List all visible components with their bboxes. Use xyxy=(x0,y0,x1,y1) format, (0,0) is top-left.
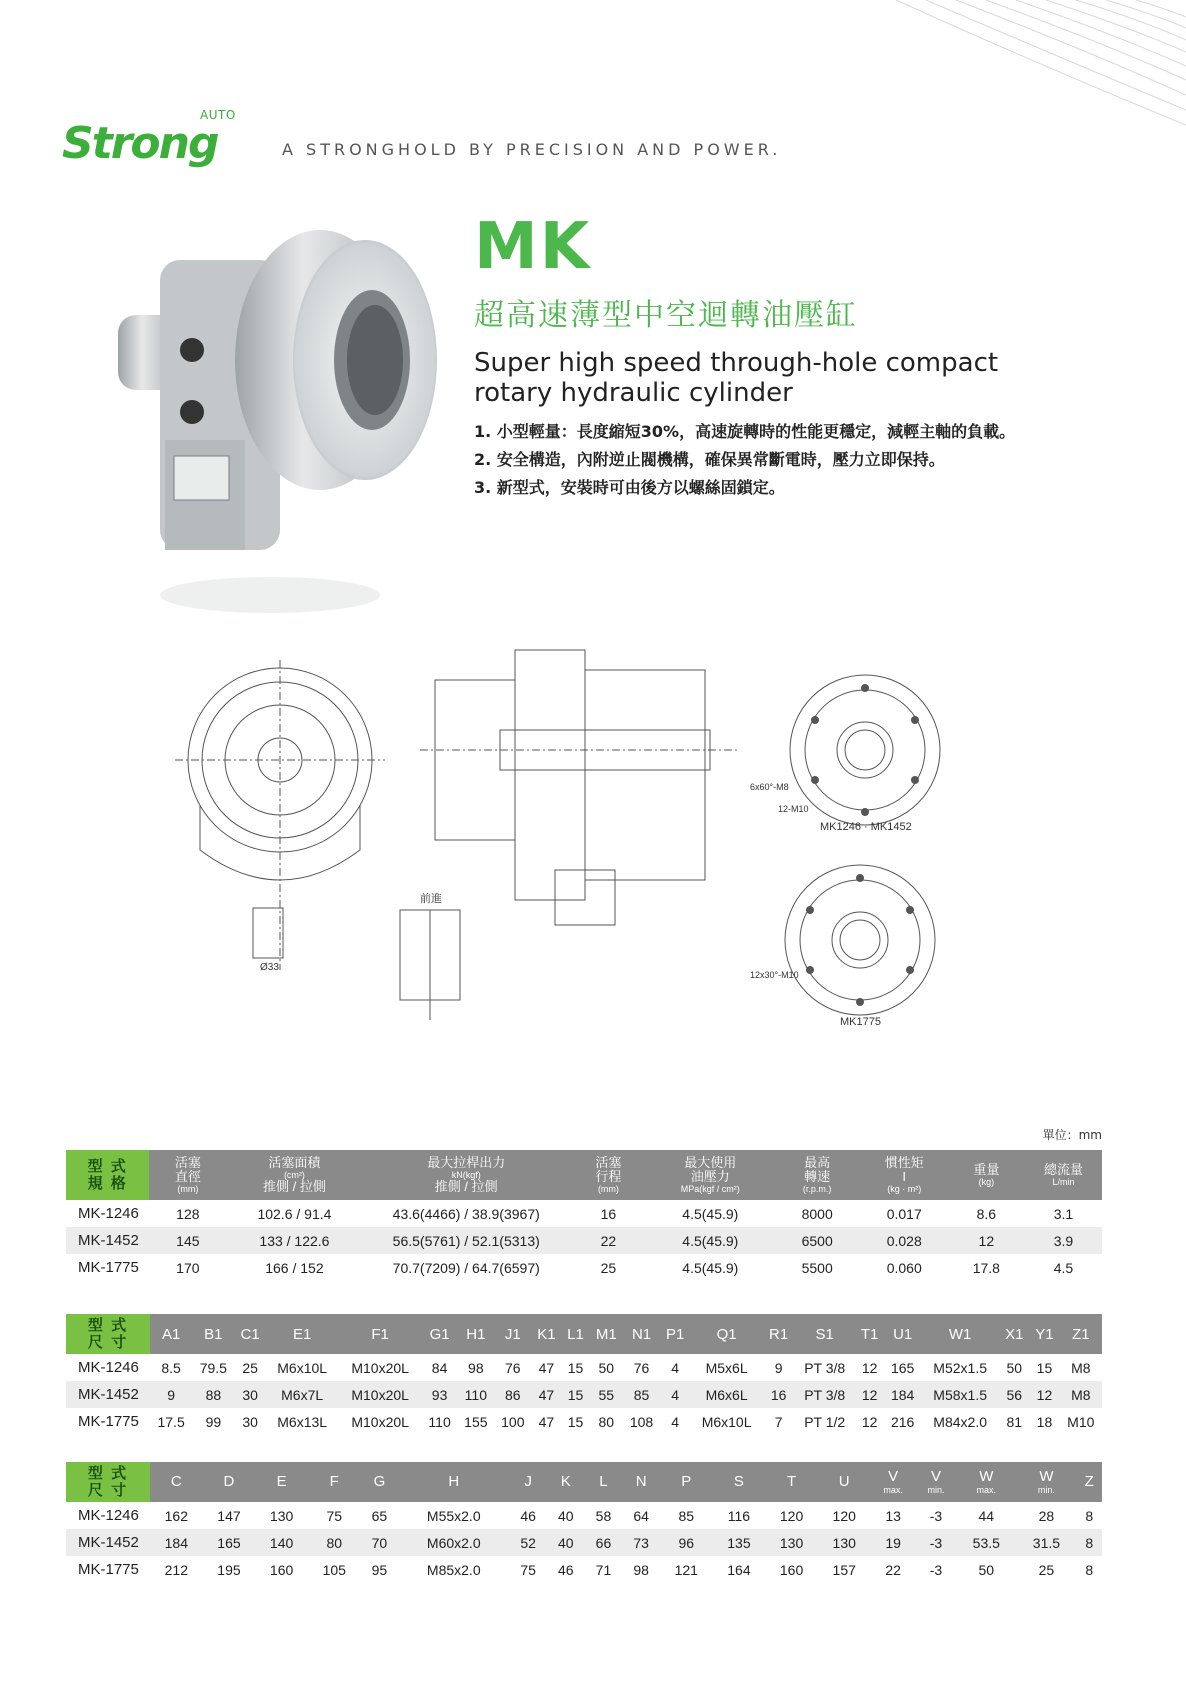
col-header: K xyxy=(547,1462,585,1502)
col-header: F1 xyxy=(339,1314,422,1354)
table-cell: 55 xyxy=(589,1381,623,1408)
table-cell: M10x20L xyxy=(351,1359,409,1376)
col-header: U1 xyxy=(884,1314,921,1354)
dimension-table-2 xyxy=(66,1462,1102,1583)
col-header: G xyxy=(361,1462,399,1502)
col-header: U xyxy=(818,1462,871,1502)
table-cell: 184 xyxy=(150,1529,203,1556)
feature-list xyxy=(474,418,1094,502)
col-header: J xyxy=(509,1462,547,1502)
table-cell: 52 xyxy=(509,1529,547,1556)
table-cell: 30 xyxy=(242,1413,258,1430)
col-header: M1 xyxy=(589,1314,623,1354)
table-label: 型 式 尺 寸 xyxy=(66,1462,150,1502)
table-cell: 95 xyxy=(371,1561,388,1578)
table-row: MK-1775 170 166 / 152 70.7(7209) / 64.7(6597) 25 4.5(45.9) 5500 0.060 17.8 4.5 xyxy=(78,1259,1074,1276)
table-cell: 64 xyxy=(633,1507,649,1524)
table-cell: 84 xyxy=(431,1359,448,1376)
table-cell: -3 xyxy=(916,1529,956,1556)
table-row xyxy=(66,1354,1102,1381)
col-header: G1 xyxy=(422,1314,458,1354)
table-cell: 164 xyxy=(727,1561,751,1578)
col-header: E xyxy=(255,1462,308,1502)
table-row xyxy=(66,1408,1102,1435)
row-model: MK-1775 xyxy=(78,1561,139,1578)
col-header: R1 xyxy=(763,1314,794,1354)
table-cell: 98 xyxy=(468,1359,484,1376)
table-cell: 98 xyxy=(633,1561,649,1578)
table-cell: 25 xyxy=(242,1359,258,1376)
table-cell: M6x10L xyxy=(701,1413,752,1430)
col-header: W1 xyxy=(921,1314,999,1354)
col-header: B1 xyxy=(192,1314,234,1354)
col-header: E1 xyxy=(266,1314,339,1354)
table-cell: 116 xyxy=(727,1507,751,1524)
table-cell: 50 xyxy=(978,1561,995,1578)
table-label: 型 式 規 格 xyxy=(66,1150,149,1200)
table-cell: 12 xyxy=(861,1359,878,1376)
table-cell: 100 xyxy=(501,1413,525,1430)
table-cell: 16 xyxy=(763,1381,794,1408)
table-cell: M52x1.5 xyxy=(933,1359,987,1376)
table-cell: M55x2.0 xyxy=(426,1507,481,1524)
feature-item: 3. 新型式，安裝時可由後方以螺絲固鎖定。 xyxy=(474,478,785,497)
table-cell: M84x2.0 xyxy=(933,1413,987,1430)
table-cell: 46 xyxy=(558,1561,574,1578)
table-cell: 80 xyxy=(308,1529,361,1556)
table-cell: 40 xyxy=(558,1507,574,1524)
table-cell: 212 xyxy=(164,1561,188,1578)
table-cell: 12 xyxy=(855,1381,884,1408)
col-header: P xyxy=(660,1462,713,1502)
table-cell: M5x6L xyxy=(705,1359,748,1376)
table-cell: 165 xyxy=(203,1529,256,1556)
col-header: S xyxy=(713,1462,766,1502)
table-cell: 121 xyxy=(674,1561,698,1578)
table-cell: 9 xyxy=(774,1359,783,1376)
table-cell: 12 xyxy=(861,1413,878,1430)
table-cell: 80 xyxy=(598,1413,615,1430)
table-cell: 76 xyxy=(633,1359,650,1376)
table-cell: 165 xyxy=(890,1359,915,1376)
col-header: 活塞 直徑 (mm) xyxy=(149,1150,226,1200)
drawing-label-bolt-m10: 12-M10 xyxy=(778,804,809,814)
table-cell: 46 xyxy=(520,1507,536,1524)
spec-table xyxy=(66,1150,1102,1281)
table-cell: 110 xyxy=(457,1381,494,1408)
col-header: V max. xyxy=(871,1462,916,1502)
col-header: H xyxy=(398,1462,509,1502)
table-cell: 15 xyxy=(562,1381,590,1408)
product-title-en xyxy=(474,348,1034,408)
table-cell: 56 xyxy=(999,1381,1029,1408)
table-cell: 28 xyxy=(1038,1507,1055,1524)
table-cell: 58 xyxy=(595,1507,612,1524)
drawing-label-bolt-m10b: 12x30°-M10 xyxy=(750,970,799,980)
col-header: 活塞 行程 (mm) xyxy=(570,1150,647,1200)
col-header: T1 xyxy=(855,1314,884,1354)
col-header: 慣性矩 I (kg · m²) xyxy=(861,1150,948,1200)
table-cell: M8 xyxy=(1060,1381,1102,1408)
table-cell: 73 xyxy=(622,1529,660,1556)
drawing-label-dia33: Ø33 xyxy=(260,962,279,973)
table-cell: PT 3/8 xyxy=(794,1381,855,1408)
table-cell: 8.5 xyxy=(161,1359,181,1376)
product-title-en-line2: rotary hydraulic cylinder xyxy=(474,378,793,408)
table-cell: 184 xyxy=(884,1381,921,1408)
table-cell: 130 xyxy=(765,1529,818,1556)
table-cell: 70 xyxy=(361,1529,399,1556)
table-cell: 50 xyxy=(598,1359,615,1376)
col-header: L1 xyxy=(562,1314,590,1354)
table-cell: 162 xyxy=(164,1507,188,1524)
table-cell: 22 xyxy=(885,1561,901,1578)
table-cell: 195 xyxy=(217,1561,241,1578)
table-cell: M85x2.0 xyxy=(426,1561,481,1578)
table-row: MK-1246 128 102.6 / 91.4 43.6(4466) / 38.9(3967) 16 4.5(45.9) 8000 0.017 8.6 3.1 xyxy=(78,1205,1074,1222)
table-cell: M10x20L xyxy=(351,1413,409,1430)
col-header: 活塞面積 (cm²) 推側 / 拉側 xyxy=(226,1150,362,1200)
table-cell: 135 xyxy=(713,1529,766,1556)
row-model: MK-1246 xyxy=(78,1507,139,1524)
table-row xyxy=(66,1556,1102,1583)
product-title-en-line1: Super high speed through-hole compact xyxy=(474,348,999,378)
table-cell: 15 xyxy=(567,1359,584,1376)
table-cell: 110 xyxy=(428,1413,451,1430)
table-cell: M58x1.5 xyxy=(921,1381,999,1408)
unit-note: 單位：mm xyxy=(1042,1128,1102,1142)
table-cell: -3 xyxy=(929,1561,943,1578)
product-photo xyxy=(110,220,450,620)
table-cell: 147 xyxy=(217,1507,241,1524)
table-cell: 65 xyxy=(371,1507,388,1524)
table-cell: 130 xyxy=(269,1507,294,1524)
brand-auto: AUTO xyxy=(200,108,236,122)
table-cell: 71 xyxy=(595,1561,612,1578)
table-cell: -3 xyxy=(929,1507,943,1524)
col-header: K1 xyxy=(531,1314,561,1354)
table-cell: M10 xyxy=(1067,1413,1095,1430)
col-header: N1 xyxy=(623,1314,660,1354)
table-cell: 93 xyxy=(422,1381,458,1408)
table-cell: 88 xyxy=(192,1381,234,1408)
col-header: X1 xyxy=(999,1314,1029,1354)
dimension-table-1 xyxy=(66,1314,1102,1435)
col-header: W max. xyxy=(956,1462,1016,1502)
table-row xyxy=(66,1502,1102,1529)
table-cell: 8 xyxy=(1085,1561,1094,1578)
col-header: 最高 轉速 (r.p.m.) xyxy=(774,1150,861,1200)
table-cell: 53.5 xyxy=(956,1529,1016,1556)
table-cell: M10x20L xyxy=(339,1381,422,1408)
col-header: Z1 xyxy=(1060,1314,1102,1354)
col-header: N xyxy=(622,1462,660,1502)
col-header: V min. xyxy=(916,1462,956,1502)
table-cell: 75 xyxy=(520,1561,536,1578)
row-model: MK-1452 xyxy=(66,1381,150,1408)
table-cell: 96 xyxy=(660,1529,713,1556)
table-cell: M8 xyxy=(1071,1359,1091,1376)
table-cell: 76 xyxy=(505,1359,521,1376)
table-cell: 31.5 xyxy=(1016,1529,1076,1556)
table-cell: 140 xyxy=(255,1529,308,1556)
table-cell: 15 xyxy=(1036,1359,1053,1376)
col-header: 總流量 L/min xyxy=(1025,1150,1102,1200)
table-cell: 157 xyxy=(832,1561,856,1578)
table-row: MK-1452 145 133 / 122.6 56.5(5761) / 52.1(5313) 22 4.5(45.9) 6500 0.028 12 3.9 xyxy=(66,1227,1102,1254)
table-cell: 13 xyxy=(885,1507,901,1524)
table-cell: 44 xyxy=(978,1507,995,1524)
col-header: J1 xyxy=(494,1314,531,1354)
table-cell: 30 xyxy=(234,1381,265,1408)
table-cell: 4 xyxy=(660,1381,690,1408)
table-cell: 155 xyxy=(464,1413,488,1430)
col-header: 最大使用 油壓力 MPa(kgf / cm²) xyxy=(647,1150,774,1200)
col-header: H1 xyxy=(457,1314,494,1354)
table-cell: 15 xyxy=(567,1413,584,1430)
table-cell: M6x13L xyxy=(277,1413,328,1430)
brand-logo xyxy=(62,102,252,169)
feature-item: 1. 小型輕量：長度縮短30%，高速旋轉時的性能更穩定，減輕主軸的負載。 xyxy=(474,422,1016,441)
table-cell: 47 xyxy=(538,1359,555,1376)
col-header: Y1 xyxy=(1029,1314,1059,1354)
col-header: S1 xyxy=(794,1314,855,1354)
drawing-label-mk1775: MK1775 xyxy=(840,1016,881,1028)
table-cell: 75 xyxy=(326,1507,343,1524)
table-cell: 85 xyxy=(678,1507,695,1524)
col-header: Q1 xyxy=(690,1314,763,1354)
table-cell: M6x7L xyxy=(266,1381,339,1408)
table-cell: 12 xyxy=(1029,1381,1059,1408)
technical-drawing xyxy=(170,640,1040,1090)
table-cell: 4 xyxy=(671,1413,680,1430)
table-cell: 120 xyxy=(779,1507,804,1524)
product-title-zh: 超高速薄型中空迴轉油壓缸 xyxy=(474,298,858,333)
table-cell: 160 xyxy=(779,1561,804,1578)
table-cell: M6x10L xyxy=(277,1359,328,1376)
table-cell: 47 xyxy=(531,1381,561,1408)
col-header: F xyxy=(308,1462,361,1502)
table-cell: 216 xyxy=(890,1413,915,1430)
table-cell: 47 xyxy=(538,1413,555,1430)
product-model: MK xyxy=(474,210,592,284)
decorative-arcs xyxy=(886,0,1186,150)
col-header: L xyxy=(585,1462,623,1502)
col-header: 重量 (kg) xyxy=(948,1150,1025,1200)
table-cell: 105 xyxy=(322,1561,346,1578)
table-cell: 7 xyxy=(774,1413,783,1430)
table-cell: 81 xyxy=(1006,1413,1023,1430)
drawing-label-mk1246: MK1246 · MK1452 xyxy=(820,821,912,833)
table-label: 型 式 尺 寸 xyxy=(66,1314,150,1354)
table-cell: 79.5 xyxy=(199,1359,227,1376)
col-header: A1 xyxy=(150,1314,192,1354)
row-model: MK-1246 xyxy=(78,1359,139,1376)
table-cell: 4 xyxy=(671,1359,680,1376)
feature-item: 2. 安全構造，內附逆止閥機構，確保異常斷電時，壓力立即保持。 xyxy=(474,450,945,469)
brand-name: Strong xyxy=(62,118,218,169)
table-cell: 18 xyxy=(1036,1413,1053,1430)
table-cell: 25 xyxy=(1038,1561,1055,1578)
table-cell: 66 xyxy=(585,1529,623,1556)
drawing-label-bolt-m8: 6x60°-M8 xyxy=(750,782,789,792)
table-cell: 17.5 xyxy=(157,1413,185,1430)
table-cell: M60x2.0 xyxy=(398,1529,509,1556)
table-cell: 120 xyxy=(832,1507,856,1524)
table-cell: 9 xyxy=(150,1381,192,1408)
col-header: W min. xyxy=(1016,1462,1076,1502)
col-header: Z xyxy=(1077,1462,1103,1502)
row-model: MK-1775 xyxy=(78,1413,139,1430)
col-header: D xyxy=(203,1462,256,1502)
table-cell: 108 xyxy=(629,1413,654,1430)
table-cell: 19 xyxy=(871,1529,916,1556)
table-cell: PT 3/8 xyxy=(804,1359,846,1376)
col-header: C xyxy=(150,1462,203,1502)
col-header: T xyxy=(765,1462,818,1502)
table-cell: M6x6L xyxy=(690,1381,763,1408)
table-cell: 86 xyxy=(494,1381,531,1408)
table-cell: 85 xyxy=(623,1381,660,1408)
row-model: MK-1452 xyxy=(66,1529,150,1556)
table-cell: PT 1/2 xyxy=(804,1413,846,1430)
table-cell: 40 xyxy=(547,1529,585,1556)
table-cell: 130 xyxy=(818,1529,871,1556)
table-cell: 99 xyxy=(205,1413,222,1430)
drawing-label-forward: 前進 xyxy=(420,892,442,905)
brand-tagline: A STRONGHOLD BY PRECISION AND POWER. xyxy=(282,140,782,159)
col-header: P1 xyxy=(660,1314,690,1354)
table-row xyxy=(66,1381,1102,1408)
col-header: 最大拉桿出力 kN(kgf) 推側 / 拉側 xyxy=(363,1150,570,1200)
table-cell: 8 xyxy=(1085,1507,1094,1524)
table-cell: 8 xyxy=(1077,1529,1103,1556)
table-row xyxy=(66,1529,1102,1556)
table-cell: 50 xyxy=(1006,1359,1023,1376)
table-cell: 160 xyxy=(269,1561,294,1578)
col-header: C1 xyxy=(234,1314,265,1354)
